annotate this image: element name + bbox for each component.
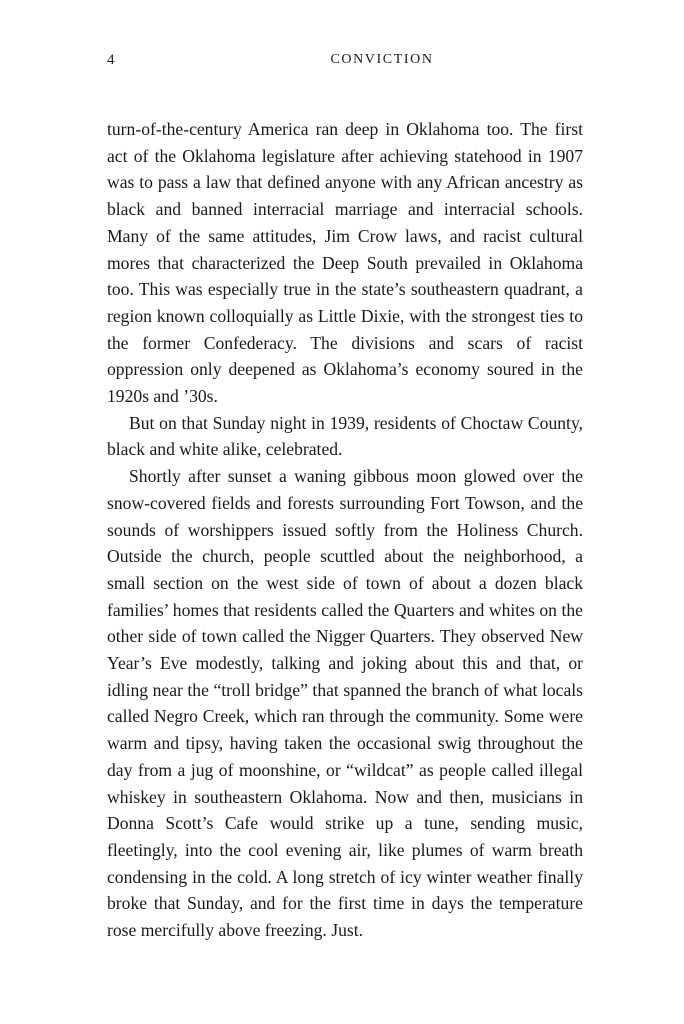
running-title: CONVICTION [330,52,434,67]
page-number: 4 [107,52,115,68]
paragraph-continuation: turn-of-the-century America ran deep in Oklahoma too. The first act of the Oklahoma legislature after achieving statehood in 1907 was to pass a law that defined anyone with any African ancestry as black and banned interracial marriage and interracial schools. Many of the same attitudes, Jim Crow laws, and racist cultural mores that characterized the Deep South prevailed in Oklahoma too. This was especially true in the state’s southeastern quadrant, a region known colloquially as Little Dixie, with the strongest ties to the former Confederacy. The divisions and scars of racist oppression only deepened as Oklahoma’s economy soured in the 1920s and ’30s. [107,119,583,407]
paragraph-sunday-night: But on that Sunday night in 1939, residents of Choctaw County, black and white alike, celebrated. [107,412,583,460]
body-text [107,116,583,944]
paragraph-fort-towson: Shortly after sunset a waning gibbous moon glowed over the snow-covered fields and forests surrounding Fort Towson, and the sounds of worshippers issued softly from the Holiness Church. Outside the church, people scuttled about the neighborhood, a small section on the west side of town of about a dozen black families’ homes that residents called the Quarters and whites on the other side of town called the Nigger Quarters. They observed New Year’s Eve modestly, talking and joking about this and that, or idling near the “troll bridge” that spanned the branch of what locals called Negro Creek, which ran through the community. Some were warm and tipsy, having taken the occasional swig throughout the day from a jug of moonshine, or “wildcat” as people called illegal whiskey in southeastern Oklahoma. Now and then, musicians in Donna Scott’s Cafe would strike up a tune, sending music, fleetingly, into the cool evening air, like plumes of warm breath condensing in the cold. A long stretch of icy winter weather finally broke that Sunday, and for the first time in days the temperature rose mercifully above freezing. Just. [107,466,583,941]
running-head [107,52,583,72]
